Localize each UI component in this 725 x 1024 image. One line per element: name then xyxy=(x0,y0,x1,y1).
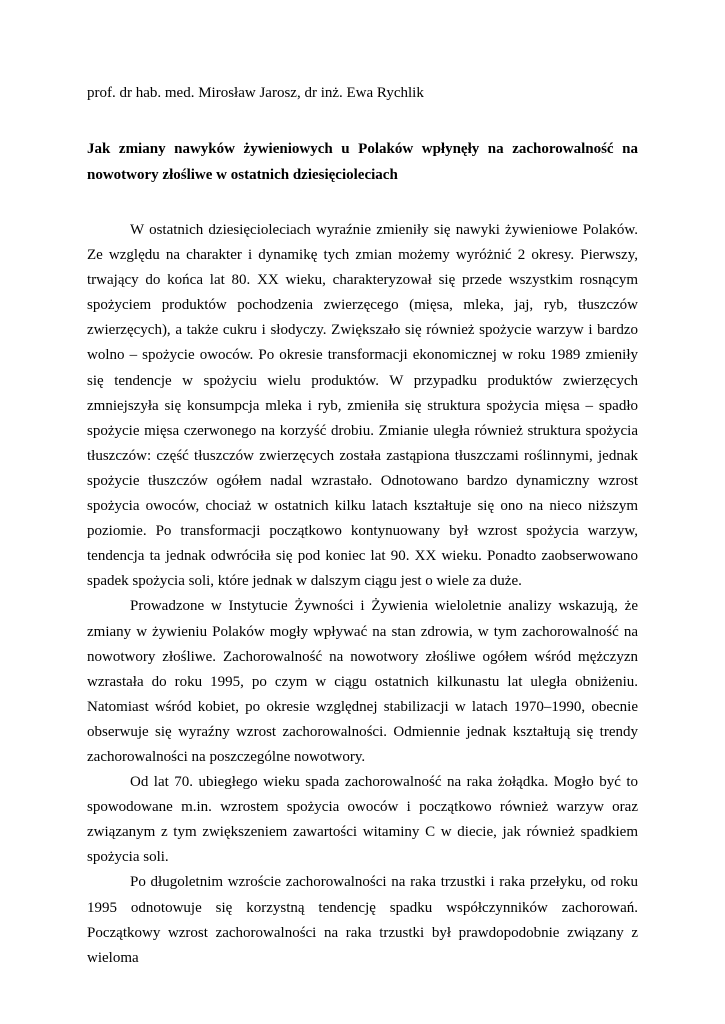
paragraph-4: Po długoletnim wzroście zachorowalności na raka trzustki i raka przełyku, od roku 1995 odnotowuje się korzystną tendencję spadku współczynników zachorowań. Początkowy wzrost zachorowalności na raka trzustki był prawdopodobnie związany z wieloma xyxy=(87,874,638,966)
paragraph-1: W ostatnich dziesięcioleciach wyraźnie zmieniły się nawyki żywieniowe Polaków. Ze względu na charakter i dynamikę tych zmian możemy wyróżnić 2 okresy. Pierwszy, trwający do końca lat 80. XX wieku, charakteryzował się przede wszystkim rosnącym spożyciem produktów pochodzenia zwierzęcego (mięsa, mleka, jaj, ryb, tłuszczów zwierzęcych), a także cukru i słodyczy. Zwiększało się również spożycie warzyw i bardzo wolno – spożycie owoców. Po okresie transformacji ekonomicznej w roku 1989 zmieniły się tendencje w spożyciu wielu produktów. W przypadku produktów zwierzęcych zmniejszyła się konsumpcja mleka i ryb, zmieniła się struktura spożycia mięsa – spadło spożycie mięsa czerwonego na korzyść drobiu. Zmianie uległa również struktura spożycia tłuszczów: część tłuszczów zwierzęcych została zastąpiona tłuszczami roślinnymi, jednak spożycie tłuszczów ogółem nadal wzrastało. Odnotowano bardzo dynamiczny wzrost spożycia owoców, chociaż w ostatnich kilku latach kształtuje się ono na nieco niższym poziomie. Po transformacji początkowo kontynuowany był wzrost spożycia warzyw, tendencja ta jednak odwróciła się pod koniec lat 90. XX wieku. Ponadto zaobserwowano spadek spożycia soli, które jednak w dalszym ciągu jest o wiele za duże. xyxy=(87,222,638,590)
document-page xyxy=(87,80,638,971)
document-title: Jak zmiany nawyków żywieniowych u Polaków wpłynęły na zachorowalność na nowotwory złośliwe w ostatnich dziesięcioleciach xyxy=(87,141,638,183)
paragraph-2: Prowadzone w Instytucie Żywności i Żywienia wieloletnie analizy wskazują, że zmiany w żywieniu Polaków mogły wpływać na stan zdrowia, w tym zachorowalność na nowotwory złośliwe. Zachorowalność na nowotwory złośliwe ogółem wśród mężczyzn wzrastała do roku 1995, po czym w ciągu ostatnich kilkunastu lat uległa obniżeniu. Natomiast wśród kobiet, po okresie względnej stabilizacji w latach 1970–1990, obecnie obserwuje się wyraźny wzrost zachorowalności. Odmiennie jednak kształtują się trendy zachorowalności na poszczególne nowotwory. xyxy=(87,598,638,765)
paragraph-3: Od lat 70. ubiegłego wieku spada zachorowalność na raka żołądka. Mogło być to spowodowane m.in. wzrostem spożycia owoców i początkowo również warzyw oraz związanym z tym zwiększeniem zawartości witaminy C w diecie, jak również spadkiem spożycia soli. xyxy=(87,774,638,866)
document-body xyxy=(87,218,638,971)
authors-line: prof. dr hab. med. Mirosław Jarosz, dr inż. Ewa Rychlik xyxy=(87,85,424,101)
